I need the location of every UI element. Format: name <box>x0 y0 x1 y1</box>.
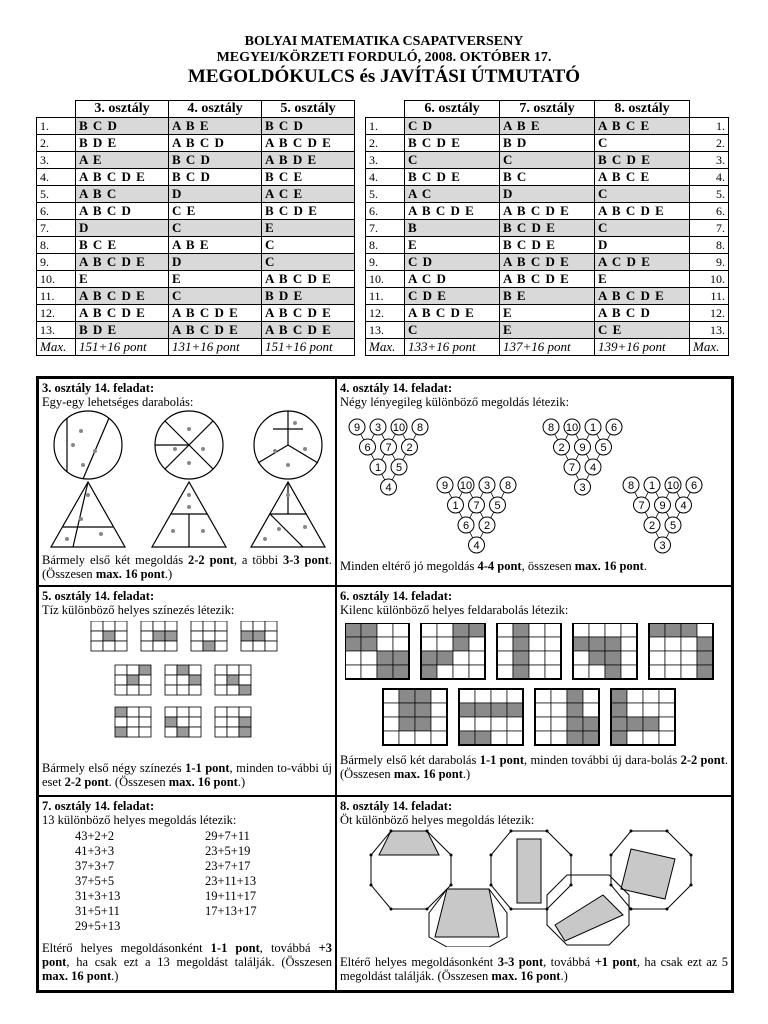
node-value: 5 <box>395 462 403 474</box>
answer-cell: C D E <box>405 288 500 305</box>
page-title: MEGOLDÓKULCS és JAVÍTÁSI ÚTMUTATÓ <box>187 66 581 87</box>
table-row <box>366 254 729 271</box>
task-4-footer: Minden eltérő jó megoldás 4-4 pont, összesen max. 16 pont. <box>340 559 647 573</box>
question-number: 2. <box>690 135 729 152</box>
answer-cell: D <box>595 237 690 254</box>
node-value: 2 <box>483 520 491 532</box>
number-triangle <box>437 477 516 553</box>
answer-cell: A B C E <box>595 118 690 135</box>
answer-cell: C <box>500 152 595 169</box>
answer-cell: B C <box>500 169 595 186</box>
max-points: 151+16 pont <box>76 339 169 356</box>
answer-cell: A B C D E <box>262 322 355 339</box>
table-row <box>366 135 729 152</box>
answer-cell: B D <box>500 135 595 152</box>
table-row <box>37 135 355 152</box>
node-value: 1 <box>648 480 656 492</box>
task-7-cell <box>38 796 336 991</box>
task-6-cell <box>336 586 732 796</box>
answer-cell: B C E <box>262 169 355 186</box>
sum-entry: 41+3+3 <box>75 844 115 858</box>
answer-cell: B C D E <box>500 220 595 237</box>
contest-title: BOLYAI MATEMATIKA CSAPATVERSENY <box>244 34 524 49</box>
answer-cell: A B C D E <box>169 305 262 322</box>
node-value: 10 <box>666 480 680 492</box>
answer-cell: C <box>262 237 355 254</box>
task-7-sums-right <box>205 829 257 919</box>
question-number: 12. <box>690 305 729 322</box>
max-points: 133+16 pont <box>405 339 500 356</box>
task-3-cell <box>38 378 336 586</box>
task-8-footer: Eltérő helyes megoldásonként 3-3 pont, továbbá +1 pont, ha csak ezt az 5 megoldást találják. (Összesen max. 16 pont.) <box>340 955 729 983</box>
table-header-row <box>37 101 355 118</box>
sum-entry: 23+5+19 <box>205 844 251 858</box>
task-3-title: 3. osztály 14. feladat: <box>42 381 155 395</box>
answer-cell: A B E <box>500 118 595 135</box>
node-value: 7 <box>638 500 645 512</box>
answer-cell: B C D <box>169 152 262 169</box>
answer-cell: B C D E <box>405 169 500 186</box>
answer-cell: B C D E <box>500 237 595 254</box>
table-row <box>366 186 729 203</box>
question-number: 11. <box>37 288 76 305</box>
corner-cell <box>37 101 76 118</box>
node-value: 6 <box>462 520 470 532</box>
coloring-grid <box>115 665 151 695</box>
node-value: 3 <box>374 422 382 434</box>
task-7-footer: Eltérő helyes megoldásonként 1-1 pont, továbbá +3 pont, ha csak ezt a 13 megoldást találják. (Összesen max. 16 pont.) <box>42 941 332 983</box>
dissection-square <box>649 623 713 679</box>
node-value: 7 <box>568 462 576 474</box>
node-value: 10 <box>392 422 406 434</box>
sum-entry: 23+7+17 <box>205 859 251 873</box>
question-number: 11. <box>366 288 405 305</box>
table-row <box>366 152 729 169</box>
node-value: 10 <box>565 422 579 434</box>
question-number: 11. <box>690 288 729 305</box>
table-row <box>366 288 729 305</box>
question-number: 10. <box>690 271 729 288</box>
task-4-subtitle: Négy lényegileg különböző megoldás létezik: <box>340 395 570 409</box>
node-value: 5 <box>494 500 501 512</box>
table-row <box>366 237 729 254</box>
question-number: 3. <box>690 152 729 169</box>
table-row <box>366 322 729 339</box>
answer-cell: E <box>595 271 690 288</box>
task-6-title: 6. osztály 14. feladat: <box>340 589 453 603</box>
max-label: Max. <box>366 339 405 356</box>
answer-cell: B C E <box>76 237 169 254</box>
sum-entry: 17+13+17 <box>205 904 257 918</box>
question-number: 4. <box>366 169 405 186</box>
node-value: 9 <box>353 422 361 434</box>
answer-cell: A B C <box>76 186 169 203</box>
question-number: 9. <box>37 254 76 271</box>
sum-entry: 43+2+2 <box>75 829 115 843</box>
table-header-row <box>366 101 729 118</box>
answer-cell: A B C D E <box>76 169 169 186</box>
answer-cell: A B C D E <box>262 305 355 322</box>
grade-header: 6. osztály <box>405 101 500 118</box>
answer-cell: C <box>169 288 262 305</box>
answer-cell: B C D <box>76 118 169 135</box>
max-points-row <box>366 339 729 356</box>
table-row <box>366 203 729 220</box>
dissection-square <box>383 689 447 745</box>
task-5-colorings <box>89 621 289 751</box>
answer-cell: A B C D E <box>169 322 262 339</box>
answer-cell: A B E <box>169 118 262 135</box>
sum-entry: 29+5+13 <box>75 919 121 933</box>
answer-cell: B E <box>500 288 595 305</box>
node-value: 5 <box>600 442 607 454</box>
answer-cell: A B C D E <box>76 288 169 305</box>
question-number: 8. <box>690 237 729 254</box>
task-8-cell <box>336 796 732 991</box>
answer-cell: B D E <box>76 322 169 339</box>
table-row <box>37 220 355 237</box>
question-number: 4. <box>37 169 76 186</box>
sum-entry: 19+11+17 <box>205 889 257 903</box>
coloring-grid <box>215 665 251 695</box>
answer-cell: E <box>76 271 169 288</box>
table-row <box>366 169 729 186</box>
question-number: 7. <box>37 220 76 237</box>
task-3-footer: Bármely első két megoldás 2-2 pont, a többi 3-3 pont. (Összesen max. 16 pont.) <box>42 553 332 581</box>
question-number: 8. <box>37 237 76 254</box>
task-4-number-triangles <box>341 417 729 555</box>
node-value: 8 <box>627 480 635 492</box>
answer-cell: A B C D E <box>76 254 169 271</box>
question-number: 8. <box>366 237 405 254</box>
node-value: 9 <box>659 500 666 512</box>
node-value: 9 <box>441 480 449 492</box>
answer-table-right <box>365 100 729 356</box>
answer-cell: A B C D E <box>76 305 169 322</box>
answer-cell: B D E <box>262 288 355 305</box>
question-number: 13. <box>366 322 405 339</box>
answer-cell: C E <box>169 203 262 220</box>
node-value: 4 <box>473 540 480 552</box>
answer-cell: A B C D E <box>500 203 595 220</box>
question-number: 2. <box>366 135 405 152</box>
answer-cell: C <box>262 254 355 271</box>
question-number: 6. <box>37 203 76 220</box>
grade-header: 4. osztály <box>169 101 262 118</box>
node-value: 6 <box>610 422 618 434</box>
answer-cell: A B C D E <box>262 135 355 152</box>
question-number: 12. <box>366 305 405 322</box>
answer-cell: C <box>595 220 690 237</box>
max-points: 131+16 pont <box>169 339 262 356</box>
question-number: 4. <box>690 169 729 186</box>
node-value: 3 <box>659 540 666 552</box>
answer-cell: D <box>500 186 595 203</box>
max-label: Max. <box>37 339 76 356</box>
task-3-figures <box>43 409 333 549</box>
answer-cell: A B C E <box>595 169 690 186</box>
table-row <box>37 254 355 271</box>
node-value: 4 <box>589 462 597 474</box>
node-value: 8 <box>504 480 512 492</box>
table-row <box>37 169 355 186</box>
dissection-square <box>497 623 561 679</box>
task-8-subtitle: Öt különböző helyes megoldás létezik: <box>340 813 535 827</box>
question-number: 13. <box>690 322 729 339</box>
answer-cell: C <box>169 220 262 237</box>
task14-grid <box>36 376 734 993</box>
sum-entry: 29+7+11 <box>205 829 250 843</box>
number-triangle <box>349 419 428 495</box>
sum-entry: 31+3+13 <box>75 889 121 903</box>
coloring-grid <box>191 621 227 651</box>
answer-cell: E <box>262 220 355 237</box>
node-value: 10 <box>459 480 473 492</box>
number-triangle <box>543 419 622 495</box>
answer-cell: A B C D E <box>262 271 355 288</box>
task-6-subtitle: Kilenc különböző helyes feldarabolás létezik: <box>340 603 569 617</box>
sum-entry: 31+5+11 <box>75 904 120 918</box>
table-row <box>37 288 355 305</box>
answer-cell: C <box>405 152 500 169</box>
corner-cell <box>366 101 405 118</box>
answer-cell: A B C D <box>595 305 690 322</box>
table-row <box>37 118 355 135</box>
grade-header: 8. osztály <box>595 101 690 118</box>
task-6-dissections <box>345 623 725 749</box>
table-row <box>366 271 729 288</box>
grade-header: 3. osztály <box>76 101 169 118</box>
coloring-grid <box>165 665 201 695</box>
question-number: 3. <box>37 152 76 169</box>
node-value: 7 <box>385 442 392 454</box>
question-number: 9. <box>366 254 405 271</box>
answer-cell: A B C D E <box>595 203 690 220</box>
answer-cell: E <box>169 271 262 288</box>
question-number: 2. <box>37 135 76 152</box>
answer-cell: A B C D E <box>595 288 690 305</box>
answer-cell: A C E <box>262 186 355 203</box>
number-triangle <box>623 477 702 553</box>
answer-cell: A C <box>405 186 500 203</box>
question-number: 1. <box>690 118 729 135</box>
answer-cell: B C D E <box>405 135 500 152</box>
node-value: 8 <box>416 422 424 434</box>
task-7-sums-left <box>75 829 120 934</box>
node-value: 6 <box>690 480 698 492</box>
answer-cell: B C D E <box>262 203 355 220</box>
question-number: 9. <box>690 254 729 271</box>
node-value: 9 <box>579 442 586 454</box>
table-row <box>37 322 355 339</box>
answer-cell: D <box>169 186 262 203</box>
answer-cell: B <box>405 220 500 237</box>
answer-cell: B C D <box>262 118 355 135</box>
task-6-footer: Bármely első két darabolás 1-1 pont, minden további új dara-bolás 2-2 pont. (Összesen max. 16 pont.) <box>340 753 728 781</box>
task-4-cell <box>336 378 732 586</box>
question-number: 7. <box>690 220 729 237</box>
task-5-title: 5. osztály 14. feladat: <box>42 589 155 603</box>
node-value: 4 <box>385 482 392 494</box>
table-row <box>366 220 729 237</box>
coloring-grid <box>115 707 151 737</box>
answer-cell: B D E <box>76 135 169 152</box>
coloring-grid <box>141 621 177 651</box>
answer-cell: A B E <box>169 237 262 254</box>
round-date: MEGYEI/KÖRZETI FORDULÓ, 2008. OKTÓBER 17. <box>216 50 552 65</box>
dissection-square <box>573 623 637 679</box>
node-value: 2 <box>558 442 565 454</box>
node-value: 2 <box>406 442 413 454</box>
task-3-subtitle: Egy-egy lehetséges darabolás: <box>42 395 194 409</box>
coloring-grid <box>241 621 277 651</box>
task-5-cell <box>38 586 336 796</box>
answer-cell: B C D <box>169 169 262 186</box>
node-value: 4 <box>680 500 687 512</box>
answer-cell: D <box>76 220 169 237</box>
node-value: 7 <box>473 500 480 512</box>
table-row <box>366 305 729 322</box>
max-points: 151+16 pont <box>262 339 355 356</box>
task-5-subtitle: Tíz különböző helyes színezés létezik: <box>42 603 235 617</box>
question-number: 10. <box>37 271 76 288</box>
question-number: 5. <box>690 186 729 203</box>
task-7-subtitle: 13 különböző helyes megoldás létezik: <box>42 813 237 827</box>
answer-cell: A C D <box>405 271 500 288</box>
corner-cell <box>690 101 729 118</box>
task-8-title: 8. osztály 14. feladat: <box>340 799 453 813</box>
dissection-square <box>421 623 485 679</box>
answer-cell: D <box>169 254 262 271</box>
max-label: Max. <box>690 339 729 356</box>
node-value: 1 <box>589 422 597 434</box>
answer-cell: A B C D E <box>405 203 500 220</box>
answer-cell: A B C D E <box>500 271 595 288</box>
max-points-row <box>37 339 355 356</box>
table-row <box>37 271 355 288</box>
answer-cell: A B D E <box>262 152 355 169</box>
answer-cell: B C D E <box>595 152 690 169</box>
question-number: 5. <box>37 186 76 203</box>
answer-cell: C <box>595 135 690 152</box>
sum-entry: 23+11+13 <box>205 874 257 888</box>
question-number: 10. <box>366 271 405 288</box>
max-points: 137+16 pont <box>500 339 595 356</box>
dissection-square <box>345 623 409 679</box>
node-value: 1 <box>374 462 382 474</box>
table-row <box>37 203 355 220</box>
answer-cell: A B C D E <box>500 254 595 271</box>
table-row <box>37 237 355 254</box>
node-value: 8 <box>547 422 555 434</box>
coloring-grid <box>165 707 201 737</box>
answer-cell: A B C D <box>169 135 262 152</box>
question-number: 7. <box>366 220 405 237</box>
task-5-footer: Bármely első négy színezés 1-1 pont, minden to-vábbi új eset 2-2 pont. (Összesen max. 16 pont.) <box>42 761 333 789</box>
task-4-title: 4. osztály 14. feladat: <box>340 381 453 395</box>
grade-header: 7. osztály <box>500 101 595 118</box>
table-row <box>37 152 355 169</box>
question-number: 12. <box>37 305 76 322</box>
node-value: 6 <box>364 442 371 454</box>
answer-cell: E <box>500 305 595 322</box>
answer-cell: C D <box>405 118 500 135</box>
answer-cell: A B C D <box>76 203 169 220</box>
question-number: 3. <box>366 152 405 169</box>
dissection-square <box>459 689 523 745</box>
answer-cell: C D <box>405 254 500 271</box>
task-8-octagons <box>369 829 709 947</box>
max-points: 139+16 pont <box>595 339 690 356</box>
table-row <box>37 186 355 203</box>
dissection-square <box>611 689 675 745</box>
question-number: 1. <box>37 118 76 135</box>
node-value: 2 <box>648 520 656 532</box>
answer-cell: E <box>500 322 595 339</box>
question-number: 6. <box>690 203 729 220</box>
question-number: 1. <box>366 118 405 135</box>
table-row <box>366 118 729 135</box>
answer-table-left <box>36 100 355 356</box>
node-value: 3 <box>579 482 586 494</box>
answer-cell: C <box>405 322 500 339</box>
answer-cell: E <box>405 237 500 254</box>
table-row <box>37 305 355 322</box>
node-value: 1 <box>452 500 459 512</box>
sum-entry: 37+5+5 <box>75 874 115 888</box>
dissection-square <box>535 689 599 745</box>
task-7-title: 7. osztály 14. feladat: <box>42 799 155 813</box>
answer-cell: A C D E <box>595 254 690 271</box>
question-number: 13. <box>37 322 76 339</box>
answer-cell: A B C D E <box>405 305 500 322</box>
question-number: 6. <box>366 203 405 220</box>
answer-cell: C E <box>595 322 690 339</box>
coloring-grid <box>91 621 127 651</box>
answer-cell: A E <box>76 152 169 169</box>
node-value: 3 <box>483 480 491 492</box>
coloring-grid <box>215 707 251 737</box>
sum-entry: 37+3+7 <box>75 859 115 873</box>
question-number: 5. <box>366 186 405 203</box>
node-value: 5 <box>669 520 677 532</box>
answer-cell: C <box>595 186 690 203</box>
grade-header: 5. osztály <box>262 101 355 118</box>
